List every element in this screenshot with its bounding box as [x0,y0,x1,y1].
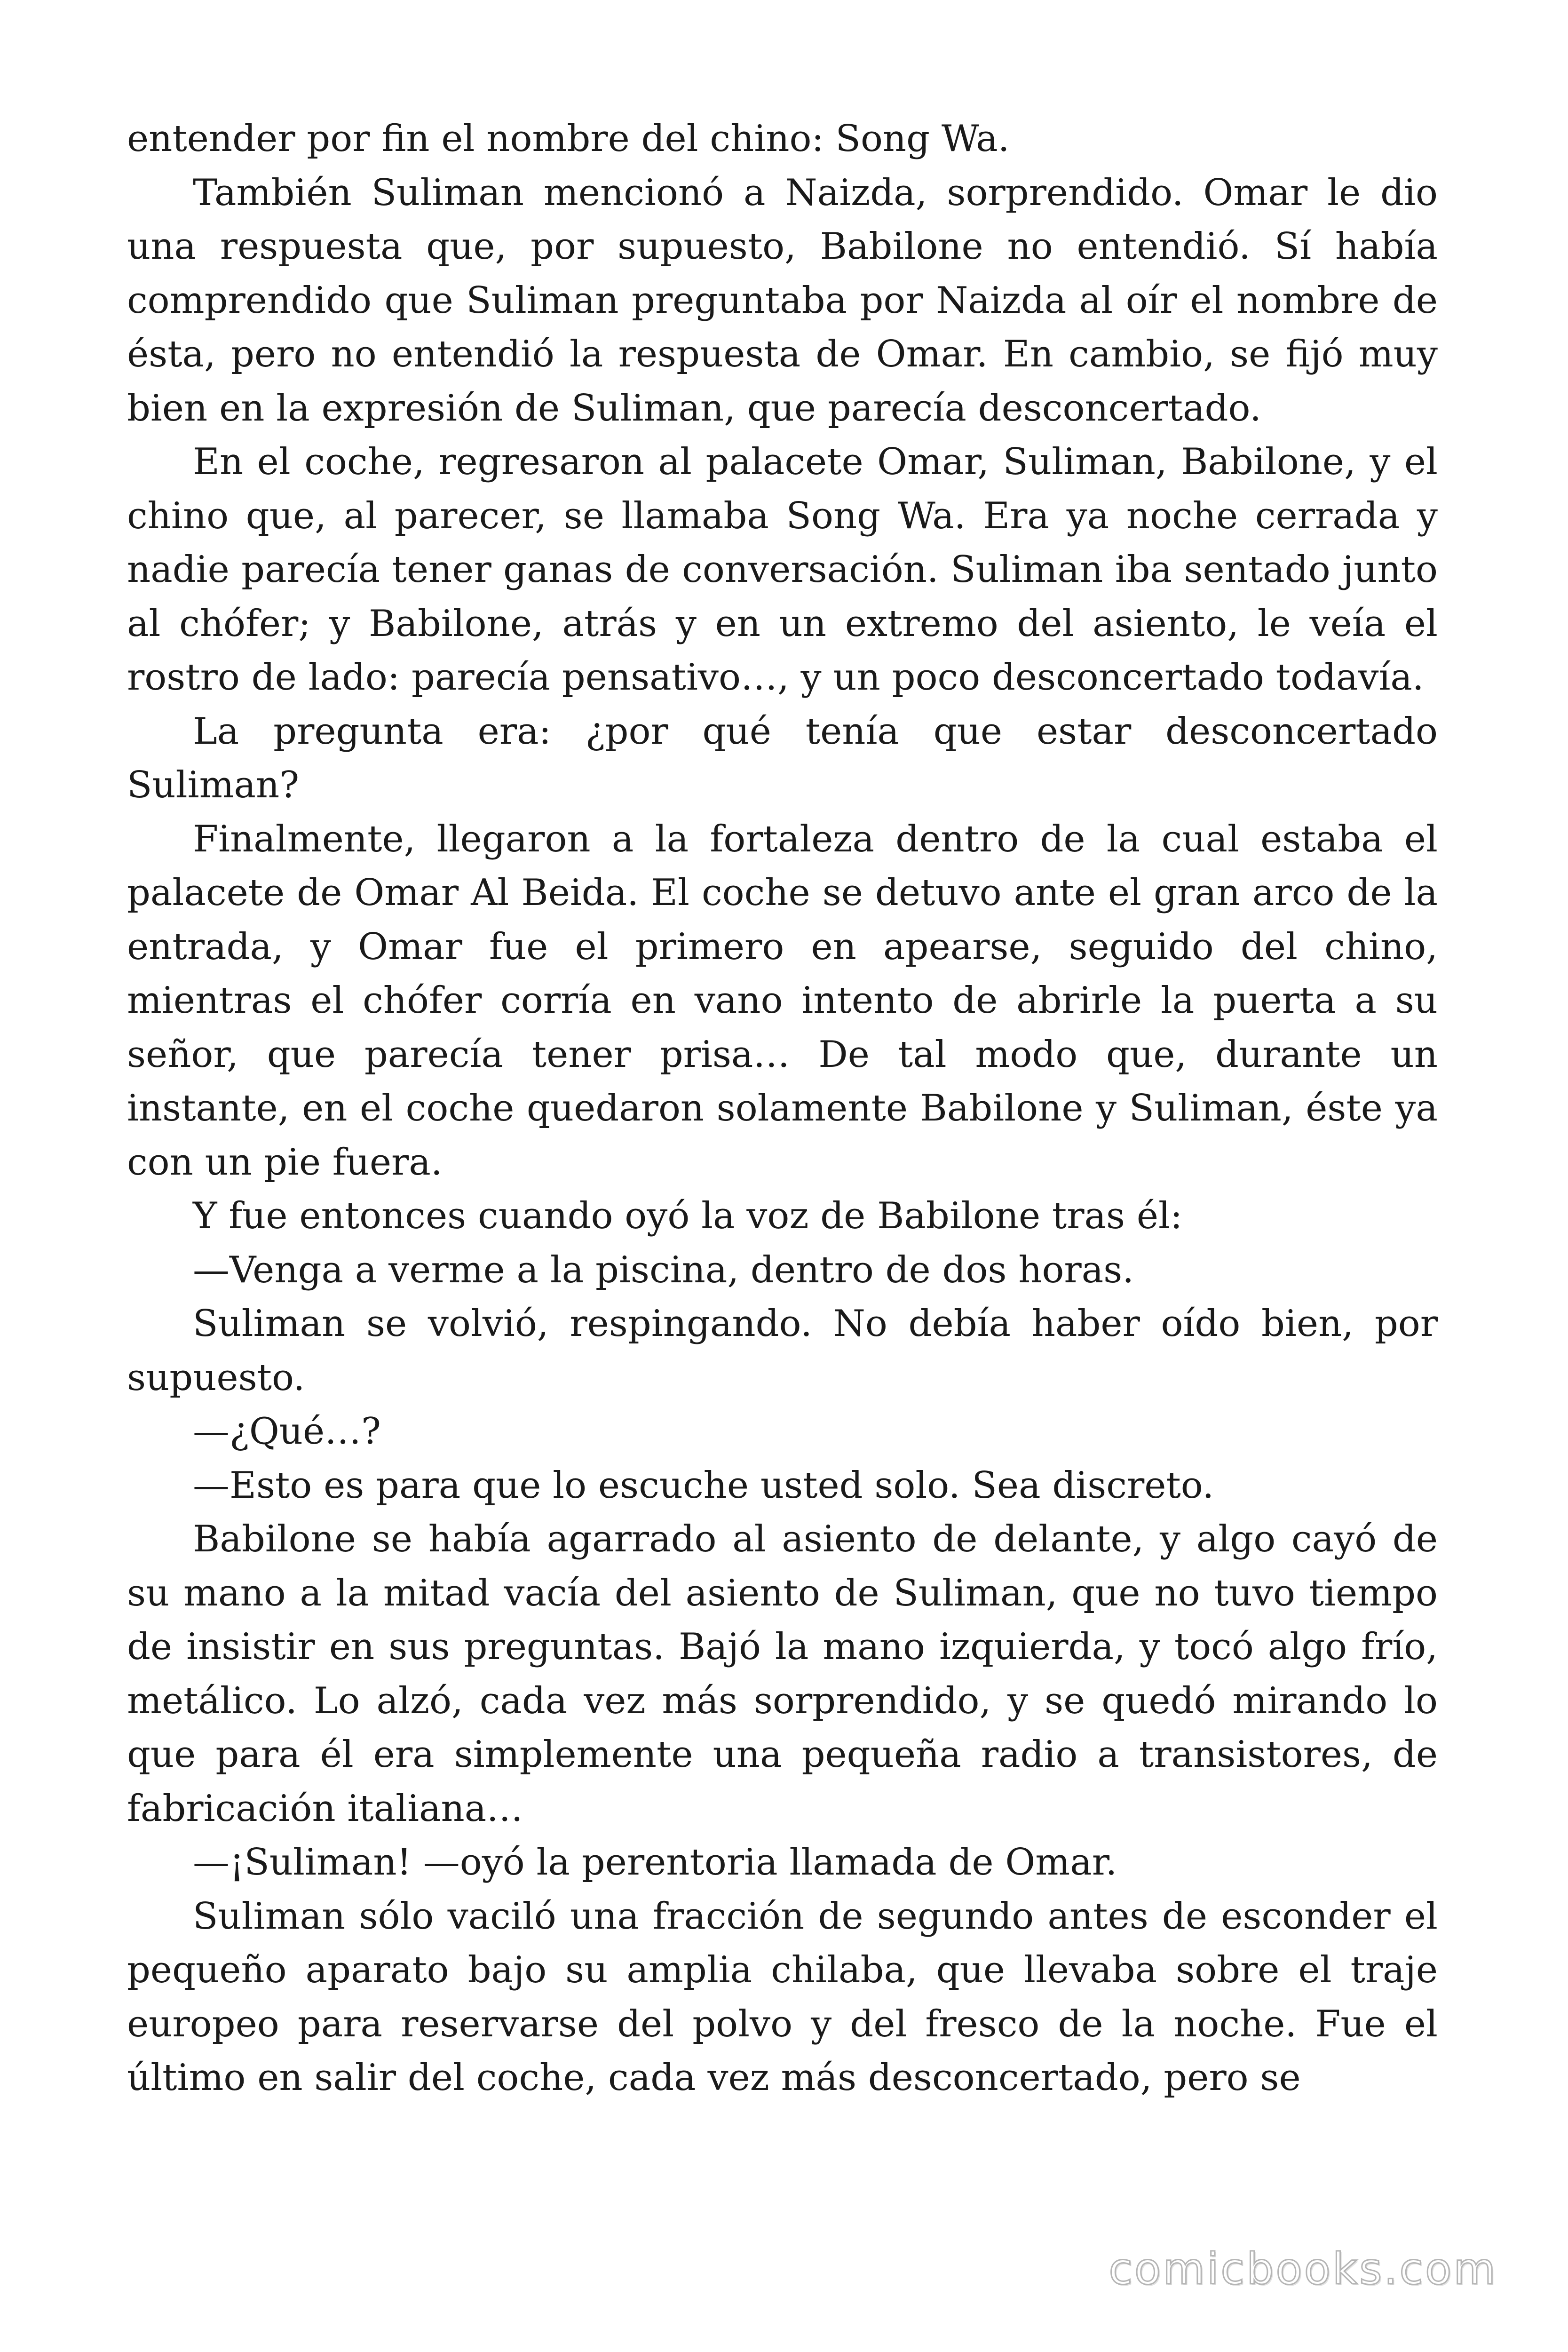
paragraph-10: —Esto es para que lo escuche usted solo. Sea discreto. [193,1464,1214,1507]
paragraph-12: —¡Suliman! —oyó la perentoria llamada de Omar. [193,1841,1117,1883]
paragraph-4: La pregunta era: ¿por qué tenía que estar desconcertado Suliman? [127,710,1438,806]
paragraph-7: —Venga a verme a la piscina, dentro de dos horas. [193,1248,1134,1291]
paragraph-11: Babilone se había agarrado al asiento de delante, y algo cayó de su mano a la mitad vacía del asiento de Suliman, que no tuvo tiempo de insistir en sus preguntas. Bajó la mano izquierda, y tocó algo frío, metálico. Lo alzó, cada vez más sorprendido, y se quedó mirando lo que para él era simplemente una pequeña radio a transistores, de fabricación italiana… [127,1518,1438,1830]
paragraph-13: Suliman sólo vaciló una fracción de segundo antes de esconder el pequeño aparato bajo su amplia chilaba, que llevaba sobre el traje europeo para reservarse del polvo y del fresco de la noche. Fue el último en salir del coche, cada vez más desconcertado, pero se [127,1895,1438,2099]
page-body-text [127,112,1438,2105]
site-watermark: comicbooks.com [1109,2244,1497,2294]
paragraph-8: Suliman se volvió, respingando. No debía haber oído bien, por supuesto. [127,1303,1438,1399]
paragraph-9: —¿Qué…? [193,1410,381,1453]
paragraph-2: También Suliman mencionó a Naizda, sorprendido. Omar le dio una respuesta que, por supuesto, Babilone no entendió. Sí había comprendido que Suliman preguntaba por Naizda al oír el nombre de ésta, pero no entendió la respuesta de Omar. En cambio, se fijó muy bien en la expresión de Suliman, que parecía desconcertado. [127,171,1438,429]
paragraph-1: entender por fin el nombre del chino: Song Wa. [127,118,1010,160]
paragraph-5: Finalmente, llegaron a la fortaleza dentro de la cual estaba el palacete de Omar Al Beida. El coche se detuvo ante el gran arco de la entrada, y Omar fue el primero en apearse, seguido del chino, mientras el chófer corría en vano intento de abrirle la puerta a su señor, que parecía tener prisa… De tal modo que, durante un instante, en el coche quedaron solamente Babilone y Suliman, éste ya con un pie fuera. [127,818,1438,1184]
paragraph-3: En el coche, regresaron al palacete Omar, Suliman, Babilone, y el chino que, al parecer, se llamaba Song Wa. Era ya noche cerrada y nadie parecía tener ganas de conversación. Suliman iba sentado junto al chófer; y Babilone, atrás y en un extremo del asiento, le veía el rostro de lado: parecía pensativo…, y un poco desconcertado todavía. [127,441,1438,699]
paragraph-6: Y fue entonces cuando oyó la voz de Babilone tras él: [193,1195,1183,1237]
